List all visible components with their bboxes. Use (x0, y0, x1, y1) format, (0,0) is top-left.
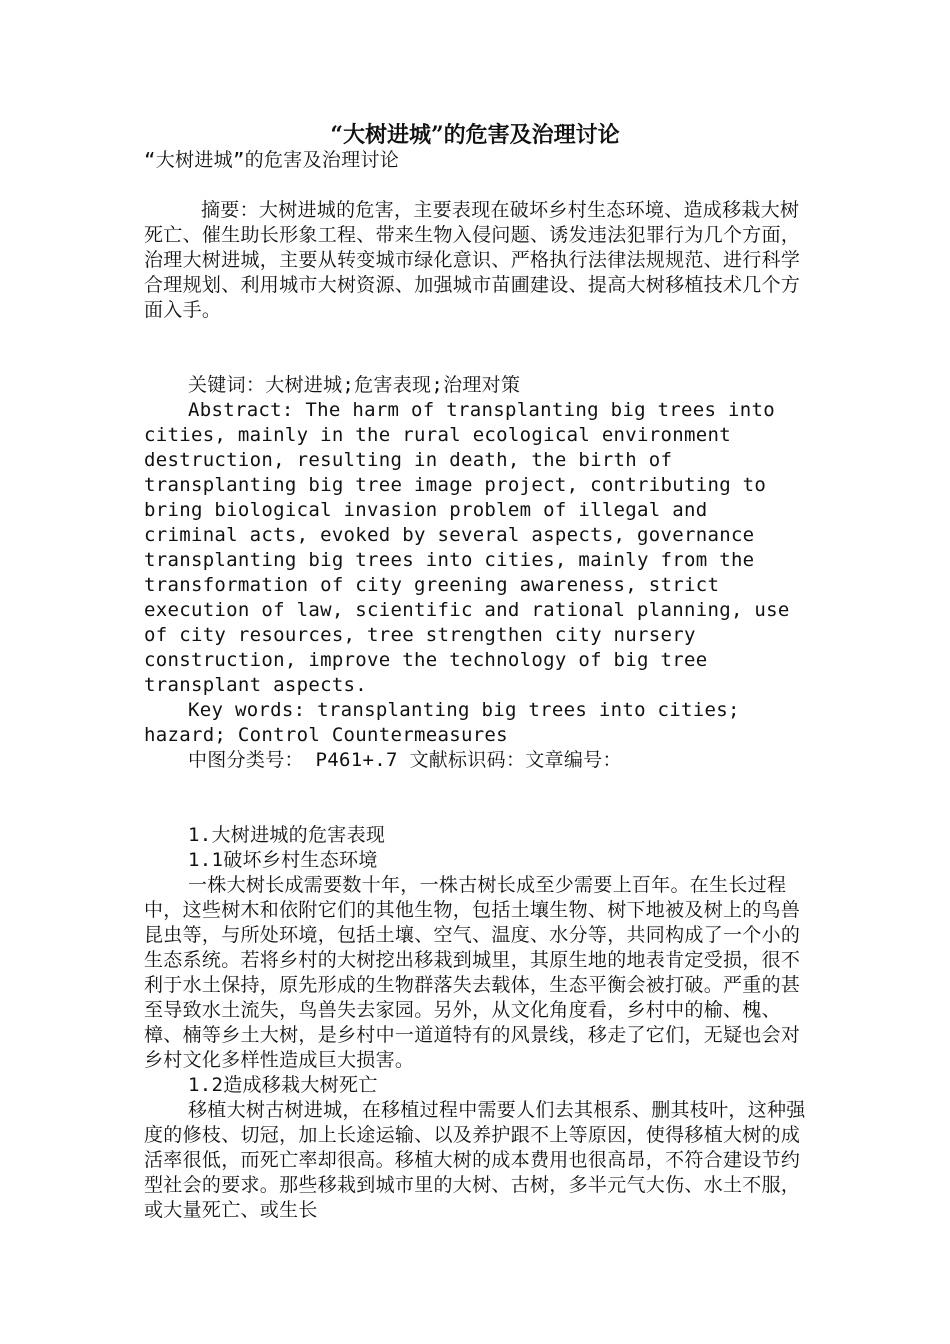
section-1-1-body: 一株大树长成需要数十年，一株古树长成至少需要上百年。在生长过程中，这些树木和依附它们的其他生物，包括土壤生物、树下地被及树上的鸟兽昆虫等，与所处环境，包括土壤、空气、温度、水分等，共同构成了一个小的生态系统。若将乡村的大树挖出移栽到城里，其原生地的地表肯定受损，很不利于水土保持，原先形成的生物群落失去载体，生态平衡会被打破。严重的甚至导致水土流失，鸟兽失去家园。另外，从文化角度看，乡村中的榆、槐、樟、楠等乡土大树，是乡村中一道道特有的风景线，移走了它们，无疑也会对乡村文化多样性造成巨大损害。 (144, 874, 801, 1071)
section-1-1-heading: 1.1破坏乡村生态环境 (188, 849, 378, 871)
document-title: “大树进城”的危害及治理讨论 (330, 122, 620, 148)
keywords-cn: 关键词：大树进城;危害表现;治理对策 (188, 374, 521, 396)
spacer (144, 323, 812, 373)
spacer (144, 773, 812, 823)
document-body (144, 148, 812, 1223)
keywords-en: Key words: transplanting big trees into cities; hazard; Control Countermeasures (144, 699, 740, 746)
section-1-2-body: 移植大树古树进城，在移植过程中需要人们去其根系、删其枝叶，这种强度的修枝、切冠，加上长途运输、以及养护跟不上等原因，使得移植大树的成活率很低，而死亡率却很高。移植大树的成本费用也很高昂，不符合建设节约型社会的要求。那些移栽到城市里的大树、古树，多半元气大伤、水土不服，或大量死亡、或生长 (144, 1099, 806, 1221)
abstract-en: Abstract: The harm of transplanting big trees into cities, mainly in the rural ecological environment destruction, resulting in death, the birth of transplanting big tree image project, contributing to bring biological invasion problem of illegal and criminal acts, evoked by several aspects, governance transplanting big trees into cities, mainly from the transformation of city greening awareness, strict execution of law, scientific and rational planning, use of city resources, tree strengthen city nursery construction, improve the technology of big tree transplant aspects. (144, 399, 790, 696)
section-1-heading: 1.大树进城的危害表现 (188, 824, 386, 846)
spacer (144, 173, 812, 198)
classification-line: 中图分类号： P461+.7 文献标识码：文章编号： (188, 749, 622, 771)
document-subtitle: “大树进城”的危害及治理讨论 (144, 149, 400, 171)
section-1-2-heading: 1.2造成移栽大树死亡 (188, 1074, 378, 1096)
abstract-cn: 摘要：大树进城的危害，主要表现在破坏乡村生态环境、造成移栽大树死亡、催生助长形象工程、带来生物入侵问题、诱发违法犯罪行为几个方面，治理大树进城，主要从转变城市绿化意识、严格执行法律法规规范、进行科学合理规划、利用城市大树资源、加强城市苗圃建设、提高大树移植技术几个方面入手。 (144, 199, 801, 321)
